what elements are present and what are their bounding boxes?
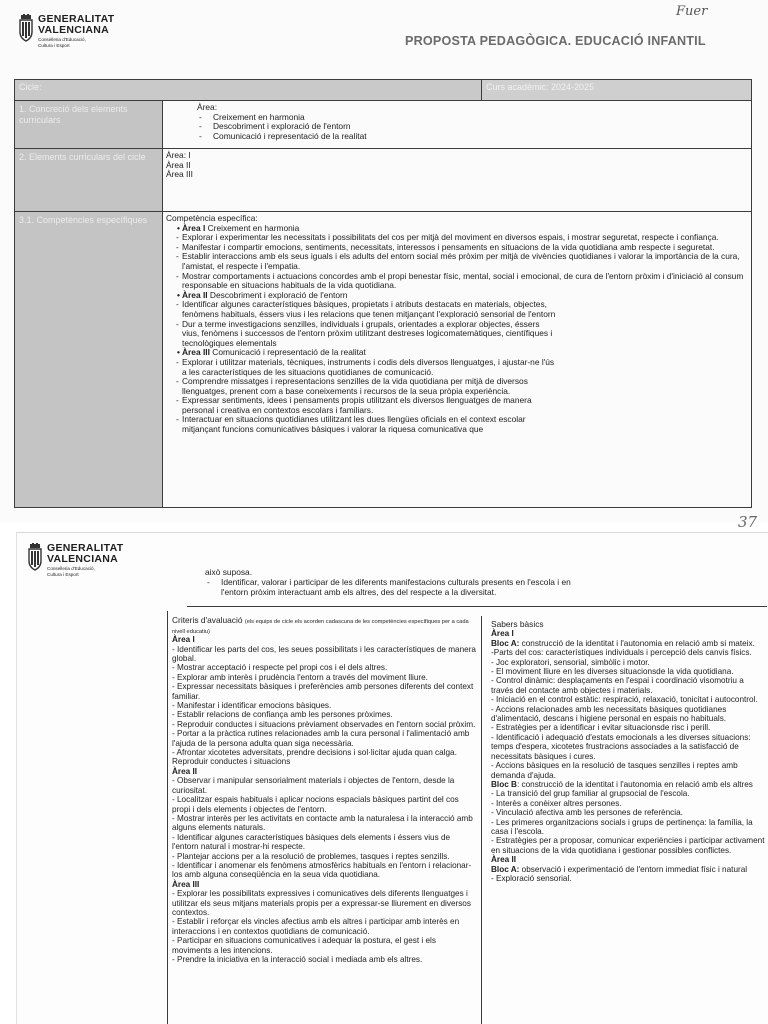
item-text: - Accions bàsiques en la resolució de tasques senzilles i reptes amb demanda d'ajuda. [491, 761, 738, 780]
list-item [491, 639, 765, 648]
list-item [491, 789, 765, 798]
list-item [172, 635, 477, 644]
area-name: Descobriment i exploració de l'entorn [207, 289, 348, 300]
list-item: - Identificar algunes característiques bàsiques, propietats i atributs destacats en materials, objectes, fenòmens habituals, éssers vius i les relacions que tenen mitjançant l'exploració sensorial de l'entorn [166, 300, 748, 319]
heading-bold: Bloc A: [491, 864, 520, 874]
list-item [491, 855, 765, 864]
item-text: - Estratègies per a proposar, comunicar experiències i participar activament en situacions de la vida quotidiana i gestionar possibles conflictes. [491, 836, 765, 855]
row-label-competencies: 3.1. Competències específiques [15, 212, 163, 508]
heading-bold: Àrea I [172, 635, 195, 645]
item-text: - Plantejar accions per a la resolució de problemes, tasques i reptes senzills. [172, 851, 450, 861]
item-text: - Localitzar espais habituals i aplicar nocions espacials bàsiques partint del cos propi i dels elements i objectes de l'entorn. [172, 795, 459, 814]
list-item [491, 761, 765, 780]
competencia-title: Competència específica: [166, 213, 258, 223]
continuation-line: això suposa. [205, 567, 253, 577]
list-item [172, 748, 477, 767]
list-item [172, 833, 477, 852]
heading-bold: Àrea III [172, 879, 200, 889]
row-value-concrecio [163, 101, 752, 149]
curs-academic-cell: Curs acadèmic: 2024-2025 [482, 80, 752, 101]
list-item [491, 676, 765, 695]
area-title: Àrea: [197, 102, 218, 112]
list-item [491, 705, 765, 724]
row-value-competencies [163, 212, 752, 508]
list-item: - Expressar sentiments, idees i pensaments propis utilitzant els diversos llenguatges de manera personal i creativa en contextos escolars i familiars. [166, 396, 748, 415]
item-text: - Control dinàmic: desplaçaments en l'espai i coordinació visomotriu a través del contacte amb objectes i materials. [491, 676, 744, 695]
item-text: - El moviment lliure en les diverses situacionsde la vida quotidiana. [491, 667, 734, 677]
list-item [491, 695, 765, 704]
item-text: observació i experimentació de l'entorn immediat físic i natural [519, 864, 748, 874]
list-item: - Explorar i utilitzar materials, tècniques, instruments i codis dels diversos llenguatges, i ajustar-ne l'ús a les característiques de les situacions quotidianes de comunicació. [166, 358, 748, 377]
list-item [172, 776, 477, 795]
criteris-note: (els equips de cicle els acorden cadascuna de les competències específiques per a cada nivell educatiu) [172, 619, 469, 635]
area-line: Àrea: I [166, 150, 191, 160]
area-bold: Àrea II [182, 289, 208, 300]
logo-line-2: VALENCIANA [47, 552, 119, 565]
logo-line-2: VALENCIANA [38, 23, 110, 36]
list-item [172, 720, 477, 729]
list-item [172, 682, 477, 701]
list-item [491, 629, 765, 638]
item-text: - Interès a conèixer altres persones. [491, 798, 622, 808]
item-text: construcció de la identitat i l'autonomia en relació amb si mateix. [519, 638, 755, 648]
list-item [491, 667, 765, 676]
heading-bold: Bloc B [491, 779, 517, 789]
list-item: - Manifestar i compartir emocions, sentiments, necessitats, interessos i pensaments en situacions de la vida quotidiana amb respecte i seguretat. [166, 243, 748, 253]
cicle-cell: Cicle: [15, 80, 482, 101]
list-item: - Identificar, valorar i participar de les diferents manifestacions culturals presents en l'escola i en l'entorn pròxim interactuant amb els altres, des del respecte a la diversitat. [205, 577, 585, 597]
logo-sub-1: Conselleria d'Educació, [47, 566, 95, 571]
list-item [491, 799, 765, 808]
list-item [172, 710, 477, 719]
logo-sub-1: Conselleria d'Educació, [38, 37, 86, 42]
item-text: - Participar en situacions comunicatives i adequar la postura, el gest i els moviments a les intencions. [172, 936, 436, 955]
list-item [172, 936, 477, 955]
list-item [172, 889, 477, 917]
handwritten-page-number: 37 [738, 513, 758, 531]
item-text: - Identificar i anomenar els fenòmens atmosfèrics habituals en l'entorn i relacionar-los amb alguna conseqüència en la seua vida quotidiana. [172, 860, 472, 880]
generalitat-logo [18, 14, 114, 48]
area-line: Àrea II [166, 159, 191, 170]
list-item: - Comunicació i representació de la realitat [197, 132, 748, 142]
document-title: PROPOSTA PEDAGÒGICA. EDUCACIÓ INFANTIL [405, 34, 706, 48]
list-item [172, 701, 477, 710]
list-item [172, 852, 477, 861]
item-text: - Estratègies per a identificar i evitar situacionsde risc i perill. [491, 723, 711, 733]
list-item: - Mostrar comportaments i actuacions concordes amb el propi benestar físic, mental, social i emocional, de cura de l'entorn pròxim i d'iniciació al consum responsable en situacions habituals de la vida quotidiana. [166, 272, 748, 291]
heading-bold: Bloc A: [491, 638, 520, 648]
list-item [491, 836, 765, 855]
list-item [172, 673, 477, 682]
list-item [491, 818, 765, 837]
item-text: - Mostrar acceptació i respecte pel propi cos i el dels altres. [172, 663, 388, 673]
list-item [172, 795, 477, 814]
curriculum-table [14, 79, 752, 508]
generalitat-logo [27, 543, 123, 577]
item-text: - Identificar les parts del cos, les seues possibilitats i les característiques de manera global. [172, 644, 476, 663]
list-item: - Creixement en harmonia [197, 113, 748, 123]
crest-icon [27, 543, 43, 573]
heading-bold: Àrea II [491, 855, 517, 865]
section-divider [187, 606, 767, 607]
area-line: Àrea III [166, 169, 193, 180]
list-item [172, 917, 477, 936]
list-item [172, 663, 477, 672]
item-text: -Parts del cos: característiques individuals i percepció dels canvis físics. [491, 648, 752, 658]
item-text: - La transició del grup familiar al grupsocial de l'escola. [491, 789, 690, 799]
logo-sub-2: Cultura i Esport [47, 571, 79, 577]
area-name: Creixement en harmonia [205, 222, 300, 233]
list-item [491, 658, 765, 667]
table-row-concrecio [15, 101, 752, 149]
list-item: - Interactuar en situacions quotidianes utilitzant les dues llengües oficials en el context escolar mitjançant funcions comunicatives bàsiques i valorar la riquesa comunicativa que [166, 415, 748, 434]
sabers-basics-column [491, 620, 765, 1024]
list-item [172, 861, 477, 880]
list-item: - Explorar i experimentar les necessitats i possibilitats del cos per mitjà del moviment en diversos espais, i mostrar seguretat, respecte i confiança. [166, 233, 748, 243]
item-text: - Expressar necessitats bàsiques i preferències amb persones diferents del context familiar. [172, 682, 474, 701]
item-text: - Observar i manipular sensorialment materials i objectes de l'entorn, desde la curiositat. [172, 776, 455, 795]
list-item [172, 767, 477, 776]
list-item: - Dur a terme investigacions senzilles, individuals i grupals, orientades a explorar objectes, éssers vius, fenòmens i successos de l'entorn pròxim utilitzant destreses logicomatemàtiques, científiques i tecnològiques elementals [166, 320, 748, 349]
row-value-elements [163, 149, 752, 212]
heading-bold: Àrea I [491, 629, 514, 639]
item-text: - Explorar les possibilitats expressives i comunicatives dels diferents llenguatges i utilitzar els seus mitjans materials propis per a expressar-se lliurement en diversos contextos. [172, 889, 471, 917]
list-item [172, 729, 477, 748]
table-row-competencies [15, 212, 752, 508]
list-item [172, 645, 477, 664]
list-item [172, 880, 477, 889]
item-text: - Mostrar interès per les activitats en contacte amb la naturalesa i la interacció amb alguns elements naturals. [172, 813, 473, 833]
list-item [172, 814, 477, 833]
item-text: - Explorar amb interès i prudència l'entorn a través del moviment lliure. [172, 672, 428, 682]
item-text: : construcció de la identitat i l'autonomia en relació amb els altres [516, 779, 753, 789]
list-item [491, 780, 765, 789]
item-text: - Prendre la iniciativa en la interacció social i mediada amb els altres. [172, 955, 423, 964]
list-item [491, 648, 765, 657]
handwritten-note: Fuer [676, 4, 708, 19]
document-page-2 [16, 532, 768, 1024]
logo-line-1: GENERALITAT [47, 542, 124, 554]
item-text: - Identificar algunes característiques bàsiques dels elements i éssers vius de l'entorn natural i mostrar-hi respecte. [172, 832, 451, 852]
area-list [197, 113, 748, 142]
item-text: - Establir i reforçar els vincles afectius amb els altres i participar amb interès en interaccions i en contextos quotidians de comunicació. [172, 917, 460, 936]
continuation-text [205, 567, 765, 597]
area-name: Comunicació i representació de la realitat [209, 347, 366, 358]
item-text: - Identificació i adequació d'estats emocionals a les diverses situacions: temps d'espera, xicotetes frustracions associades a la satisfacció de necessitats bàsiques i cures. [491, 732, 751, 761]
table-row-cicle [15, 80, 752, 101]
table-row-elements [15, 149, 752, 212]
list-item: - Establir interaccions amb els seus iguals i els adults del entorn social més pròxim per mitjà de vivències quotidianes i valorar la importància de la cura, l'amistat, el respecte i l'empatia. [166, 252, 748, 271]
area-bold: Àrea III [182, 347, 210, 358]
item-text: - Joc exploratori, sensorial, simbòlic i motor. [491, 657, 650, 667]
item-text: - Vinculació afectiva amb les persones de referència. [491, 808, 683, 818]
list-item [172, 955, 477, 964]
item-text: - Portar a la pràctica rutines relacionades amb la cura personal i l'alimentació amb l'ajuda de la persona adulta quan siga necessària. [172, 729, 470, 748]
logo-subline [47, 566, 123, 577]
item-text: - Reproduir conductes i situacions prèviament observades en l'entorn social pròxim. [172, 719, 476, 729]
competencies-list [166, 224, 748, 435]
list-item: - Comprendre missatges i representacions senzilles de la vida quotidiana per mitjà de diversos llenguatges, prenent com a base coneixements i recursos de la seua pròpia experiència. [166, 377, 748, 396]
item-text: - Iniciació en el control estàtic: respiració, relaxació, tonicitat i autocontrol. [491, 695, 758, 705]
list-item [491, 723, 765, 732]
area-bold: Àrea I [182, 222, 206, 233]
item-text: - Afrontar xicotetes adversitats, prendre decisions i sol·licitar ajuda quan calga. Reproduir conductes i situacions [172, 748, 457, 767]
item-text: - Exploració sensorial. [491, 873, 572, 883]
criteris-avaluacio-column [172, 616, 482, 1024]
logo-subline [38, 37, 114, 48]
row-label-elements: 2. Elements curriculars del cicle [15, 149, 163, 212]
logo-sub-2: Cultura i Esport [38, 42, 70, 48]
item-text: - Accions relacionades amb les necessitats bàsiques quotidianes d'alimentació, descans i higiene personal en espais no habituals. [491, 704, 727, 724]
continuation-list [205, 577, 585, 597]
item-text: - Establir relacions de confiança amb les persones pròximes. [172, 710, 393, 720]
list-item: - Descobriment i exploració de l'entorn [197, 122, 748, 132]
item-text: - Manifestar i identificar emocions bàsiques. [172, 701, 332, 711]
criteris-title: Criteris d'avaluació [172, 616, 243, 625]
heading-bold: Àrea II [172, 766, 198, 776]
item-text: - Les primeres organitzacions socials i grups de pertinença: la família, la casa i l'escola. [491, 817, 753, 836]
list-item [491, 808, 765, 817]
list-item [491, 874, 765, 883]
row-label-concrecio: 1. Concreció dels elements curriculars [15, 101, 163, 149]
sabers-title: Sabers bàsics [491, 620, 544, 629]
list-item [491, 865, 765, 874]
crest-icon [18, 14, 34, 44]
criteris-heading [172, 616, 477, 635]
list-item [491, 733, 765, 761]
logo-line-1: GENERALITAT [38, 13, 115, 25]
